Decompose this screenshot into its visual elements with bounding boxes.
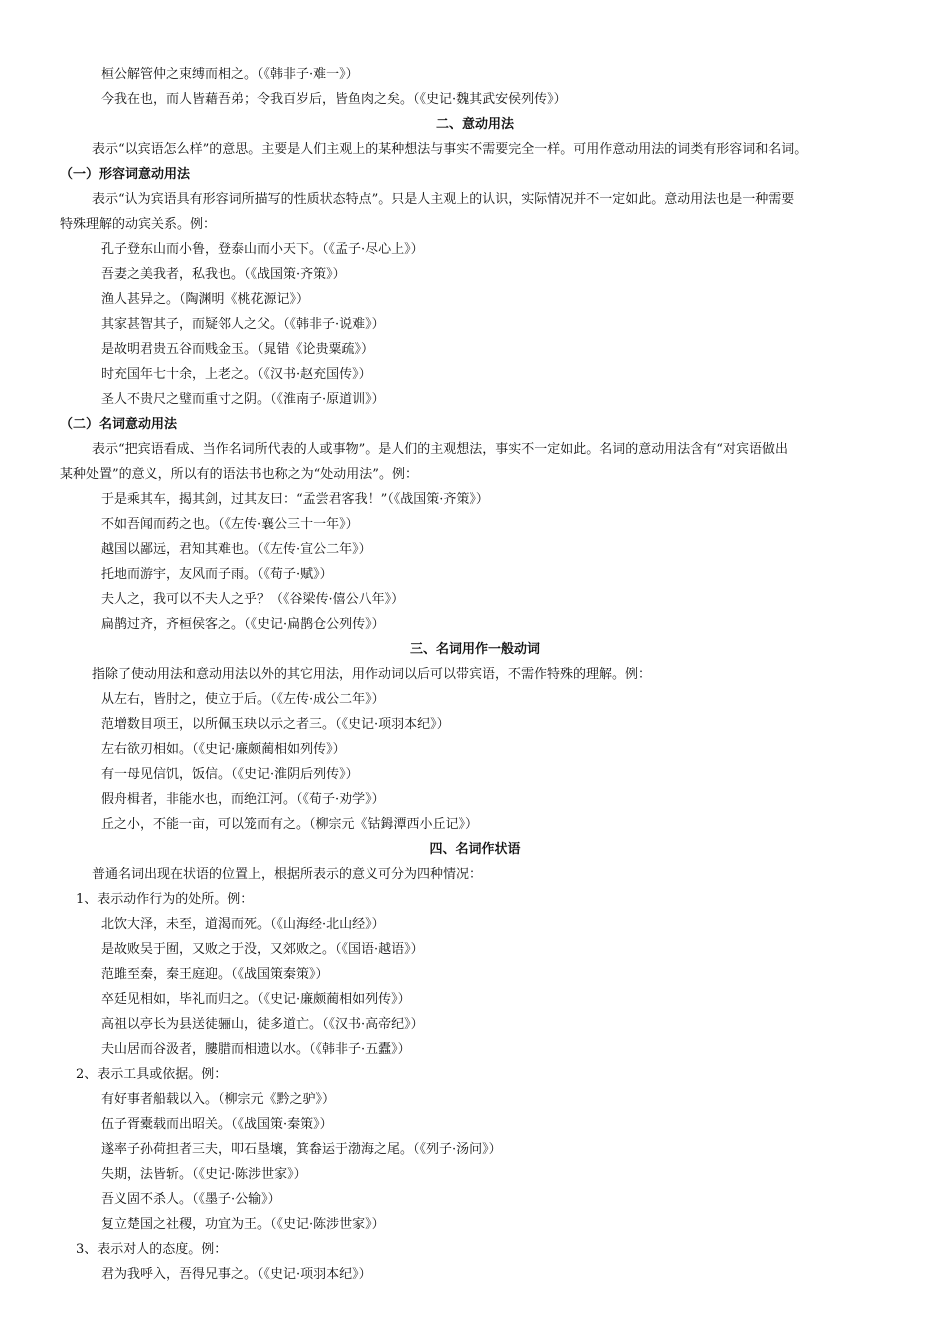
example-line: 遂率子孙荷担者三夫，叩石垦壤，箕畚运于渤海之尾。（《列子·汤问》） — [101, 1142, 502, 1157]
paragraph-line: 特殊理解的动宾关系。例： — [60, 217, 217, 232]
example-line: 从左右，皆肘之，使立于后。（《左传·成公二年》） — [101, 692, 385, 707]
example-line: 君为我呼入，吾得兄事之。（《史记·项羽本纪》） — [101, 1267, 372, 1282]
example-line: 伍子胥橐载而出昭关。（《战国策·秦策》） — [101, 1117, 333, 1132]
example-line: 是故败吴于囿，又败之于没，又郊败之。（《国语·越语》） — [101, 942, 424, 957]
example-line: 夫人之，我可以不夫人之乎？（《谷梁传·僖公八年》） — [101, 592, 405, 607]
example-line: 有一母见信饥，饭信。（《史记·淮阴后列传》） — [101, 767, 359, 782]
example-line: 丘之小，不能一亩，可以笼而有之。（柳宗元《钴鉧潭西小丘记》） — [101, 817, 479, 832]
section-heading: 三、名词用作一般动词 — [409, 642, 540, 657]
example-line: 失期，法皆斩。（《史记·陈涉世家》） — [101, 1167, 307, 1182]
paragraph-line: 表示“把宾语看成、当作名词所代表的人或事物”。是人们的主观想法，事实不一定如此。名词的意动用法含有“对宾语做出 — [92, 442, 788, 457]
example-line: 是故明君贵五谷而贱金玉。（晁错《论贵粟疏》） — [101, 342, 375, 357]
example-line: 其家甚智其子，而疑邻人之父。（《韩非子·说难》） — [101, 317, 385, 332]
list-heading: 2、表示工具或依据。例： — [76, 1067, 228, 1082]
text-line: 今我在也，而人皆藉吾弟；令我百岁后，皆鱼肉之矣。（《史记·魏其武安侯列传》） — [101, 92, 567, 107]
example-line: 范雎至秦，秦王庭迎。（《战国策秦策》） — [101, 967, 329, 982]
example-line: 吾义固不杀人。（《墨子·公输》） — [101, 1192, 281, 1207]
example-line: 卒廷见相如，毕礼而归之。（《史记·廉颇蔺相如列传》） — [101, 992, 411, 1007]
example-line: 越国以鄙远，君知其难也。（《左传·宣公二年》） — [101, 542, 372, 557]
paragraph-line: 某种处置”的意义，所以有的语法书也称之为“处动用法”。例： — [60, 467, 418, 482]
paragraph-line: 普通名词出现在状语的位置上，根据所表示的意义可分为四种情况： — [92, 867, 483, 882]
example-line: 吾妻之美我者，私我也。（《战国策·齐策》） — [101, 267, 346, 282]
example-line: 假舟楫者，非能水也，而绝江河。（《荀子·劝学》） — [101, 792, 385, 807]
example-line: 复立楚国之社稷，功宜为王。（《史记·陈涉世家》） — [101, 1217, 385, 1232]
example-line: 高祖以亭长为县送徒骊山，徒多道亡。（《汉书·高帝纪》） — [101, 1017, 424, 1032]
text-line: 桓公解管仲之束缚而相之。（《韩非子·难一》） — [101, 67, 359, 82]
example-line: 左右欲刃相如。（《史记·廉颇蔺相如列传》） — [101, 742, 346, 757]
paragraph-line: 表示“认为宾语具有形容词所描写的性质状态特点”。只是人主观上的认识，实际情况并不一定如此。意动用法也是一种需要 — [92, 192, 795, 207]
example-line: 托地而游宇，友风而子雨。（《荀子·赋》） — [101, 567, 333, 582]
section-heading: 二、意动用法 — [435, 117, 514, 132]
example-line: 时充国年七十余，上老之。（《汉书·赵充国传》） — [101, 367, 372, 382]
example-line: 范增数目项王，以所佩玉玦以示之者三。（《史记·项羽本纪》） — [101, 717, 450, 732]
example-line: 渔人甚异之。（陶渊明《桃花源记》） — [101, 292, 310, 307]
example-line: 不如吾闻而药之也。（《左传·襄公三十一年》） — [101, 517, 359, 532]
example-line: 有好事者船载以入。（柳宗元《黔之驴》） — [101, 1092, 336, 1107]
subsection-heading: （一）形容词意动用法 — [60, 167, 191, 182]
paragraph-line: 指除了使动用法和意动用法以外的其它用法，用作动词以后可以带宾语，不需作特殊的理解。例： — [92, 667, 652, 682]
example-line: 孔子登东山而小鲁，登泰山而小天下。（《孟子·尽心上》） — [101, 242, 424, 257]
paragraph-line: 表示“以宾语怎么样”的意思。主要是人们主观上的某种想法与事实不需要完全一样。可用作意动用法的词类有形容词和名词。 — [92, 142, 808, 157]
subsection-heading: （二）名词意动用法 — [60, 417, 178, 432]
example-line: 圣人不贵尺之璧而重寸之阴。（《淮南子·原道训》） — [101, 392, 385, 407]
section-heading: 四、名词作状语 — [429, 842, 521, 857]
example-line: 于是乘其车，揭其剑，过其友曰：“孟尝君客我！”（《战国策·齐策》） — [101, 492, 489, 507]
example-line: 夫山居而谷汲者，膢腊而相遗以水。（《韩非子·五蠹》） — [101, 1042, 411, 1057]
example-line: 北饮大泽，未至，道渴而死。（《山海经·北山经》） — [101, 917, 385, 932]
example-line: 扁鹊过齐，齐桓侯客之。（《史记·扁鹊仓公列传》） — [101, 617, 385, 632]
list-heading: 3、表示对人的态度。例： — [76, 1242, 228, 1257]
list-heading: 1、表示动作行为的处所。例： — [76, 892, 254, 907]
